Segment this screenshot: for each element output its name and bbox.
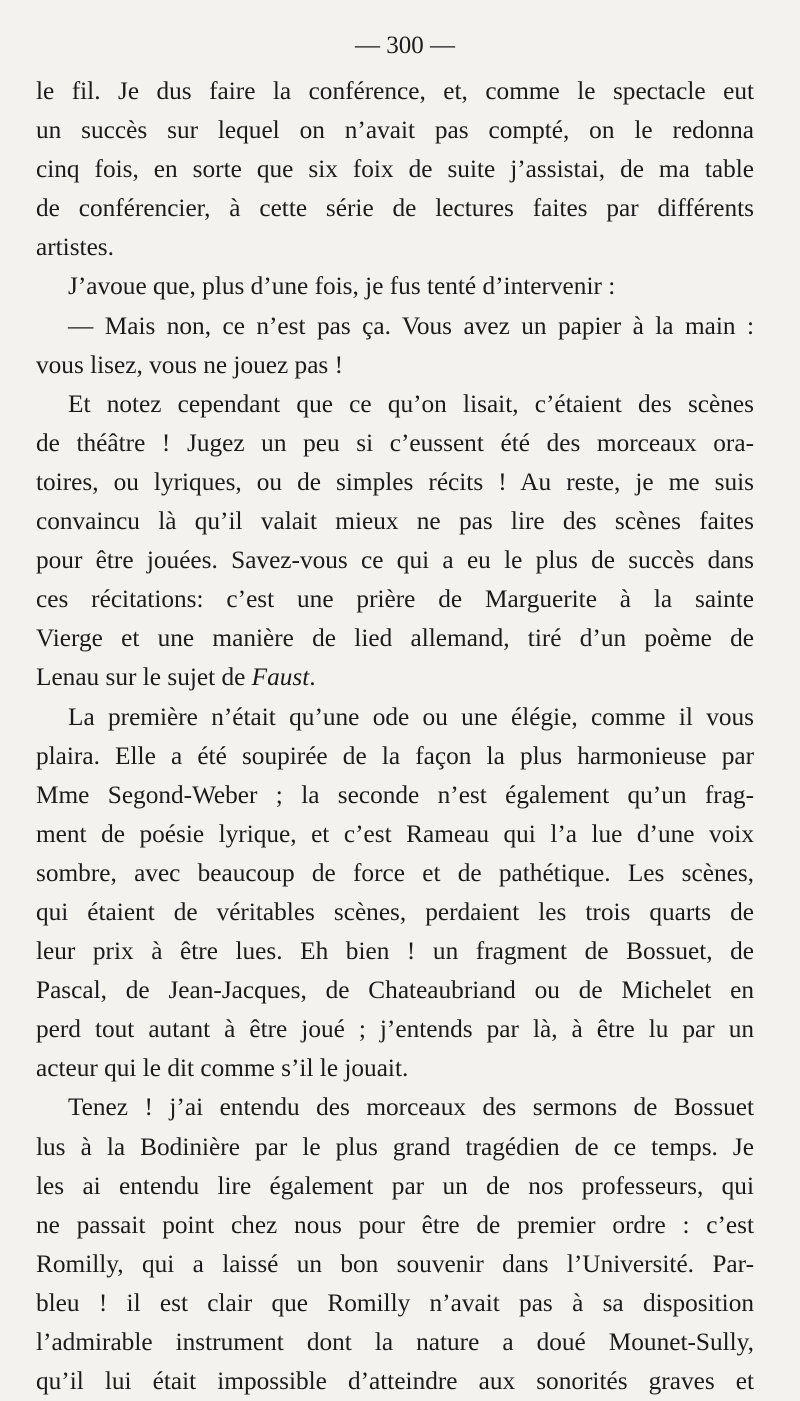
text-line: Mme Segond-Weber ; la seconde n’est également qu’un frag- bbox=[36, 780, 754, 809]
paragraph-4 bbox=[36, 385, 754, 698]
text-fragment: Lenau sur le sujet de bbox=[36, 663, 252, 692]
text-fragment: . bbox=[309, 663, 316, 692]
text-line: acteur qui le dit comme s’il le jouait. bbox=[36, 1054, 409, 1083]
text-line: Pascal, de Jean-Jacques, de Chateaubriand ou de Michelet en bbox=[36, 976, 754, 1005]
paragraph-2 bbox=[36, 267, 754, 306]
text-line: artistes. bbox=[36, 233, 114, 262]
paragraph-3 bbox=[36, 307, 754, 385]
text-line: — Mais non, ce n’est pas ça. Vous avez un papier à la main : bbox=[68, 311, 754, 340]
text-line: J’avoue que, plus d’une fois, je fus tenté d’intervenir : bbox=[68, 272, 616, 301]
text-line: lus à la Bodinière par le plus grand tragédien de ce temps. Je bbox=[36, 1132, 754, 1161]
text-line: Romilly, qui a laissé un bon souvenir dans l’Université. Par- bbox=[36, 1249, 754, 1278]
page-number: — 300 — bbox=[355, 32, 455, 59]
text-line: de conférencier, à cette série de lectures faites par différents bbox=[36, 194, 754, 223]
text-line: plaira. Elle a été soupirée de la façon la plus harmonieuse par bbox=[36, 741, 754, 770]
text-line: perd tout autant à être joué ; j’entends par là, à être lu par un bbox=[36, 1015, 754, 1044]
text-line: ces récitations: c’est une prière de Marguerite à la sainte bbox=[36, 585, 754, 614]
italic-title: Faust bbox=[251, 663, 310, 692]
text-line: toires, ou lyriques, ou de simples récits ! Au reste, je me suis bbox=[36, 467, 754, 496]
paragraph-5 bbox=[36, 698, 754, 1089]
text-line: de théâtre ! Jugez un peu si c’eussent été des morceaux ora- bbox=[36, 428, 754, 457]
text-line: vous lisez, vous ne jouez pas ! bbox=[36, 350, 344, 379]
text-line: pour être jouées. Savez-vous ce qui a eu le plus de succès dans bbox=[36, 546, 754, 575]
text-line: La première n’était qu’une ode ou une élégie, comme il vous bbox=[68, 702, 754, 731]
text-line: Vierge et une manière de lied allemand, tiré d’un poème de bbox=[36, 624, 754, 653]
text-line: qu’il lui était impossible d’atteindre aux sonorités graves et bbox=[36, 1367, 754, 1396]
text-line: qui étaient de véritables scènes, perdaient les trois quarts de bbox=[36, 897, 754, 926]
text-line: bleu ! il est clair que Romilly n’avait pas à sa disposition bbox=[36, 1288, 754, 1317]
text-line: le fil. Je dus faire la conférence, et, comme le spectacle eut bbox=[36, 77, 754, 105]
paragraph-1 bbox=[36, 72, 754, 267]
text-line: leur prix à être lues. Eh bien ! un fragment de Bossuet, de bbox=[36, 937, 754, 966]
text-line: ne passait point chez nous pour être de premier ordre : c’est bbox=[36, 1210, 754, 1239]
text-line: sombre, avec beaucoup de force et de pathétique. Les scènes, bbox=[36, 858, 754, 887]
text-line: Tenez ! j’ai entendu des morceaux des sermons de Bossuet bbox=[68, 1093, 754, 1122]
text-line: ment de poésie lyrique, et c’est Rameau qui l’a lue d’une voix bbox=[36, 819, 754, 848]
paragraph-6 bbox=[36, 1088, 754, 1401]
text-line: convaincu là qu’il valait mieux ne pas lire des scènes faites bbox=[36, 507, 754, 536]
text-line: un succès sur lequel on n’avait pas compté, on le redonna bbox=[36, 116, 754, 145]
text-line: les ai entendu lire également par un de nos professeurs, qui bbox=[36, 1171, 754, 1200]
text-line: Et notez cependant que ce qu’on lisait, c’étaient des scènes bbox=[68, 389, 754, 418]
text-line: l’admirable instrument dont la nature a doué Mounet-Sully, bbox=[36, 1328, 754, 1356]
text-line bbox=[36, 658, 754, 697]
text-line: cinq fois, en sorte que six foix de suite j’assistai, de ma table bbox=[36, 155, 754, 184]
